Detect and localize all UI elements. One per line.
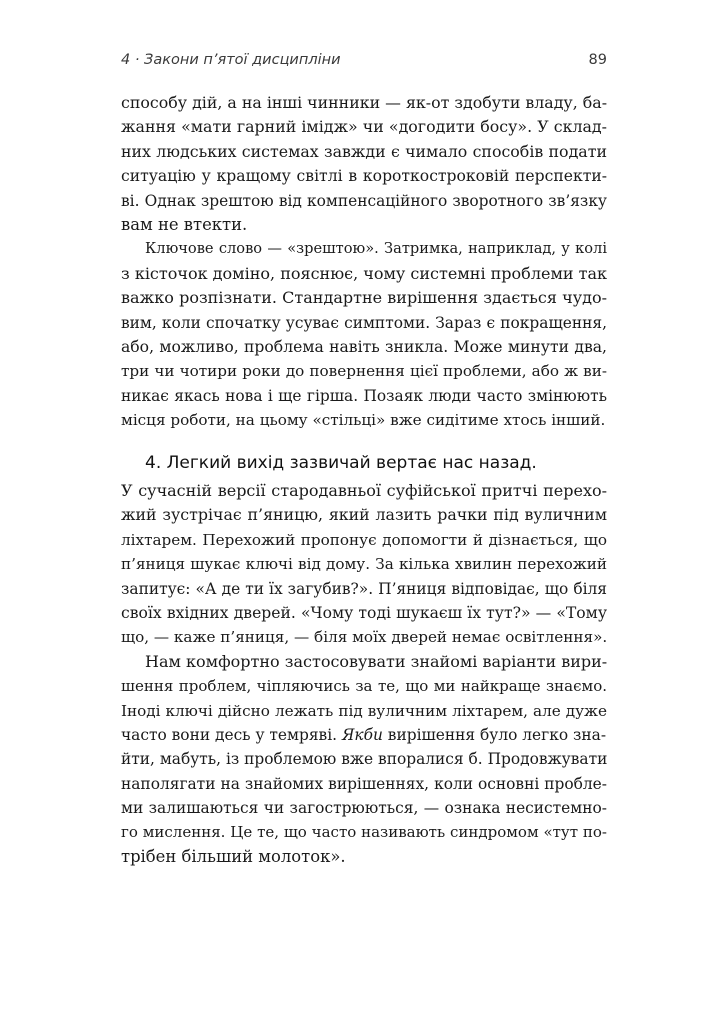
text-line: що, — каже п’яниця, — біля моїх дверей немає освітлення». xyxy=(121,628,608,647)
page-number: 89 xyxy=(588,52,607,68)
text-line: вам не втекти. xyxy=(121,214,248,234)
text-line: У сучасній версії стародавньої суфійської притчі перехо- xyxy=(121,481,607,500)
running-header xyxy=(121,50,607,74)
text-line: никає якась нова і ще гірша. Позаяк люди часто змінюють xyxy=(121,386,607,405)
text-line: способу дій, а на інші чинники — як-от здобути владу, ба- xyxy=(121,93,608,112)
text-line: шення проблем, чіпляючись за те, що ми найкраще знаємо. xyxy=(121,677,607,696)
text-line: важко розпізнати. Стандартне вирішення здається чудо- xyxy=(121,288,607,308)
text-line: своїх вхідних дверей. «Чому тоді шукаєш їх тут?» — «Тому xyxy=(121,603,607,622)
text-line: них людських системах завжди є чимало способів подати xyxy=(121,141,607,161)
paragraph-block-1 xyxy=(121,91,607,432)
text-line: з кісточок доміно, пояснює, чому системні проблеми так xyxy=(121,263,608,283)
text-segment: часто вони десь у темряві. xyxy=(121,725,338,744)
text-line: п’яниця шукає ключі від дому. За кілька хвилин перехожий xyxy=(121,555,607,574)
text-line: жання «мати гарний імідж» чи «догодити босу». У склад- xyxy=(121,117,607,137)
text-line: Ключове слово — «зрештою». Затримка, наприклад, у колі xyxy=(145,240,607,258)
emphasis-word: Якби xyxy=(341,725,383,744)
text-line xyxy=(121,723,607,747)
paragraph-block-2 xyxy=(121,479,607,869)
text-line: місця роботи, на цьому «стільці» вже сидітиме хтось інший. xyxy=(121,411,606,430)
chapter-title: 4 · Закони п’ятої дисципліни xyxy=(121,52,341,68)
text-line: ситуацію у кращому світлі в короткостроковій перспекти- xyxy=(121,167,607,186)
text-line: ві. Однак зрештою від компенсаційного зворотного зв’язку xyxy=(121,191,607,210)
text-line: ліхтарем. Перехожий пропонує допомогти й дізнається, що xyxy=(121,530,607,549)
text-line: жий зустрічає п’яницю, який лазить рачки під вуличним xyxy=(121,505,607,525)
text-line: трібен більший молоток». xyxy=(121,846,346,866)
text-line: наполягати на знайомих вирішеннях, коли основні пробле- xyxy=(121,774,607,793)
text-line: запитує: «А де ти їх загубив?». П’яниця відповідає, що біля xyxy=(121,579,607,598)
text-segment: вирішення було легко зна- xyxy=(387,725,607,744)
text-line: три чи чотири роки до повернення цієї проблеми, або ж ви- xyxy=(121,362,607,381)
text-line: Нам комфортно застосовувати знайомі варіанти вири- xyxy=(145,651,608,671)
text-line: йти, мабуть, із проблемою вже впоралися б. Продовжувати xyxy=(121,750,608,769)
section-heading: 4. Легкий вихід зазвичай вертає нас назад. xyxy=(145,453,537,473)
text-line: го мислення. Це те, що часто називають синдромом «тут по- xyxy=(121,823,607,842)
text-line: Іноді ключі дійсно лежать під вуличним ліхтарем, але дуже xyxy=(121,701,607,720)
text-line: ми залишаються чи загострюються, — ознака несистемно- xyxy=(121,799,607,818)
text-line: або, можливо, проблема навіть зникла. Може минути два, xyxy=(121,337,607,356)
text-line: вим, коли спочатку усуває симптоми. Зараз є покращення, xyxy=(121,313,607,332)
